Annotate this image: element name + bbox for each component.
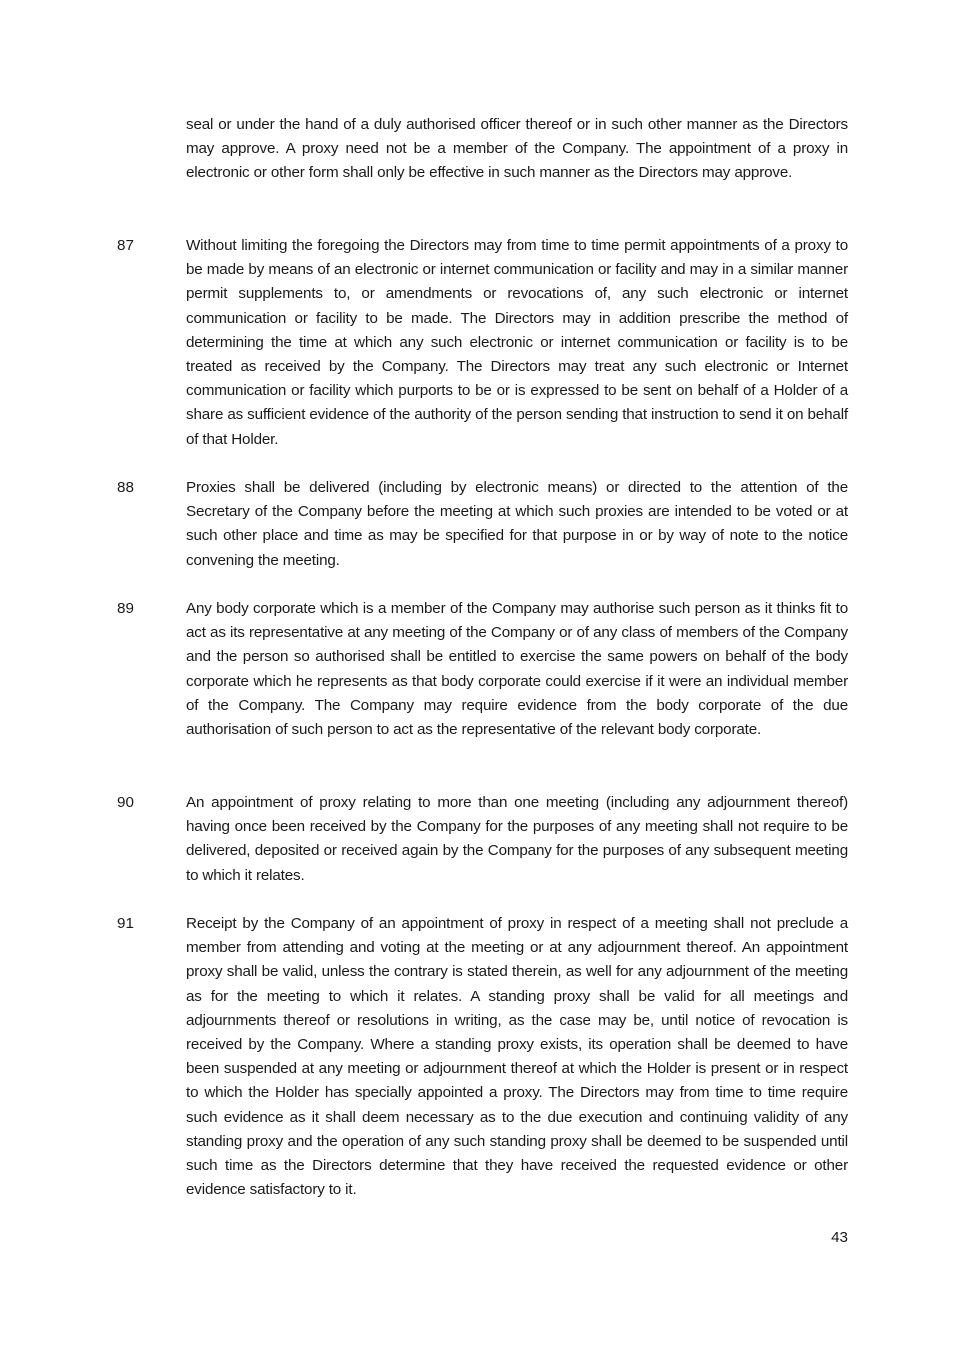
clause-88 [117, 476, 848, 573]
clause-number: 91 [117, 915, 134, 932]
paragraph-text: seal or under the hand of a duly authorised officer thereof or in such other manner as the Directors may approve. A proxy need not be a member of the Company. The appointment of a proxy in electronic or other form shall only be effective in such manner as the Directors may approve. [186, 116, 848, 182]
clause-text: Receipt by the Company of an appointment of proxy in respect of a meeting shall not preclude a member from attending and voting at the meeting or at any adjournment thereof. An appointment proxy shall be valid, unless the contrary is stated therein, as well for any adjournment of the meeting as for the meeting to which it relates. A standing proxy shall be valid for all meetings and adjournments thereof or resolutions in writing, as the case may be, until notice of revocation is received by the Company. Where a standing proxy exists, its operation shall be deemed to have been suspended at any meeting or adjournment thereof at which the Holder is present or in respect to which the Holder has specially appointed a proxy. The Directors may from time to time require such evidence as it shall deem necessary as to the due execution and continuing validity of any standing proxy and the operation of any such standing proxy shall be deemed to be suspended until such time as the Directors determine that they have received the requested evidence or other evidence satisfactory to it. [186, 915, 848, 1199]
clause-text: An appointment of proxy relating to more than one meeting (including any adjournment thereof) having once been received by the Company for the purposes of any meeting shall not require to be delivered, deposited or received again by the Company for the purposes of any subsequent meeting to which it relates. [186, 794, 848, 884]
clause-87 [117, 234, 848, 452]
page-number: 43 [831, 1229, 848, 1246]
clause-text: Any body corporate which is a member of the Company may authorise such person as it thinks fit to act as its representative at any meeting of the Company or of any class of members of the Company and the person so authorised shall be entitled to exercise the same powers on behalf of the body corporate which he represents as that body corporate could exercise if it were an individual member of the Company. The Company may require evidence from the body corporate of the due authorisation of such person to act as the representative of the relevant body corporate. [186, 600, 848, 739]
clause-number: 87 [117, 237, 134, 254]
clause-90 [117, 791, 848, 888]
clause-number: 90 [117, 794, 134, 811]
clause-number: 89 [117, 600, 134, 617]
clause-89 [117, 597, 848, 742]
clause-text: Proxies shall be delivered (including by electronic means) or directed to the attention of the Secretary of the Company before the meeting at which such proxies are intended to be voted or at such other place and time as may be specified for that purpose in or by way of note to the notice convening the meeting. [186, 479, 848, 569]
clause-91 [117, 912, 848, 1202]
clause-text: Without limiting the foregoing the Directors may from time to time permit appointments of a proxy to be made by means of an electronic or internet communication or facility and may in a similar manner permit supplements to, or amendments or revocations of, any such electronic or internet communication or facility to be made. The Directors may in addition prescribe the method of determining the time at which any such electronic or internet communication or facility is to be treated as received by the Company. The Directors may treat any such electronic or Internet communication or facility which purports to be or is expressed to be sent on behalf of a Holder of a share as sufficient evidence of the authority of the person sending that instruction to send it on behalf of that Holder. [186, 237, 848, 448]
clause-number: 88 [117, 479, 134, 496]
continuation-paragraph [117, 113, 848, 186]
